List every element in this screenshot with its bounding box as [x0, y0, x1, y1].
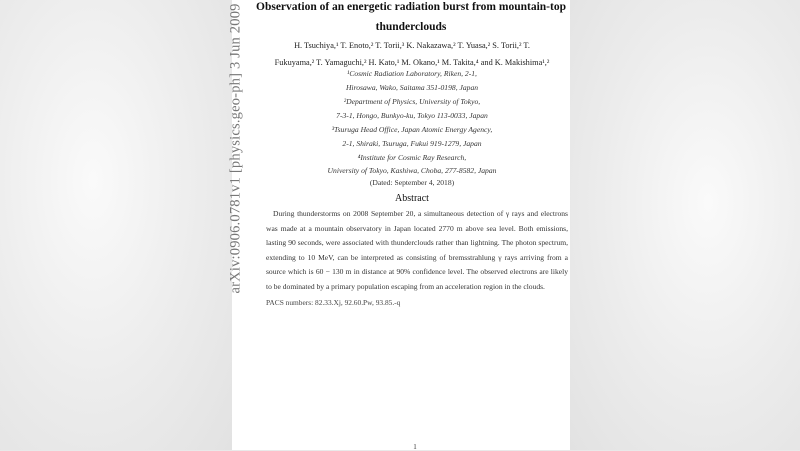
right-background	[570, 0, 800, 450]
affiliation-line: ¹Cosmic Radiation Laboratory, Riken, 2-1,	[347, 69, 477, 78]
authors-line-2: Fukuyama,² T. Yamaguchi,² H. Kato,¹ M. Okano,¹ M. Takita,⁴ and K. Makishima¹,²	[274, 58, 550, 67]
abstract-heading: Abstract	[395, 193, 429, 204]
pacs-numbers: PACS numbers: 82.33.Xj, 92.60.Pw, 93.85.-q	[266, 298, 401, 307]
title-line-2: thunderclouds	[375, 21, 447, 33]
arxiv-identifier-margin	[227, 0, 246, 450]
affiliation-line: 2-1, Shiraki, Tsuruga, Fukui 919-1279, Japan	[342, 139, 482, 148]
affiliation-line: ⁴Institute for Cosmic Ray Research,	[357, 153, 467, 162]
abstract-body	[266, 207, 568, 295]
title-line-1: Observation of an energetic radiation burst from mountain-top	[256, 1, 566, 13]
date-line: (Dated: September 4, 2018)	[369, 178, 455, 187]
page-number: 1	[413, 443, 417, 451]
left-background	[0, 0, 232, 450]
abstract-paragraph: During thunderstorms on 2008 September 20, a simultaneous detection of γ rays and electrons was made at a mountain observatory in Japan located 2770 m above sea level. Both emissions, lasting 90 seconds, were associated with thunderclouds rather than lightning. The photon spectrum, extending to 10 MeV, can be interpreted as consisting of bremsstrahlung γ rays arriving from a source which is 60 − 130 m in distance at 90% confidence level. The observed electrons are likely to be dominated by a primary population escaping from an acceleration region in the clouds.	[266, 209, 568, 291]
affiliation-line: ³Tsuruga Head Office, Japan Atomic Energy Agency,	[331, 125, 493, 134]
paper-title	[252, 0, 570, 37]
affiliation-line: Hirosawa, Wako, Saitama 351-0198, Japan	[345, 83, 479, 92]
authors-line-1: H. Tsuchiya,¹ T. Enoto,² T. Torii,³ K. Nakazawa,² T. Yuasa,² S. Torii,² T.	[294, 41, 530, 50]
arxiv-identifier: arXiv:0906.0781v1 [physics.geo-ph] 3 Jun 2009	[227, 3, 244, 294]
affiliation-line: 7-3-1, Hongo, Bunkyo-ku, Tokyo 113-0033, Japan	[336, 111, 488, 120]
author-list	[262, 37, 562, 71]
affiliation-line: ²Department of Physics, University of Tokyo,	[343, 97, 481, 106]
affiliation-line: University of Tokyo, Kashiwa, Choba, 277-8582, Japan	[327, 166, 497, 175]
